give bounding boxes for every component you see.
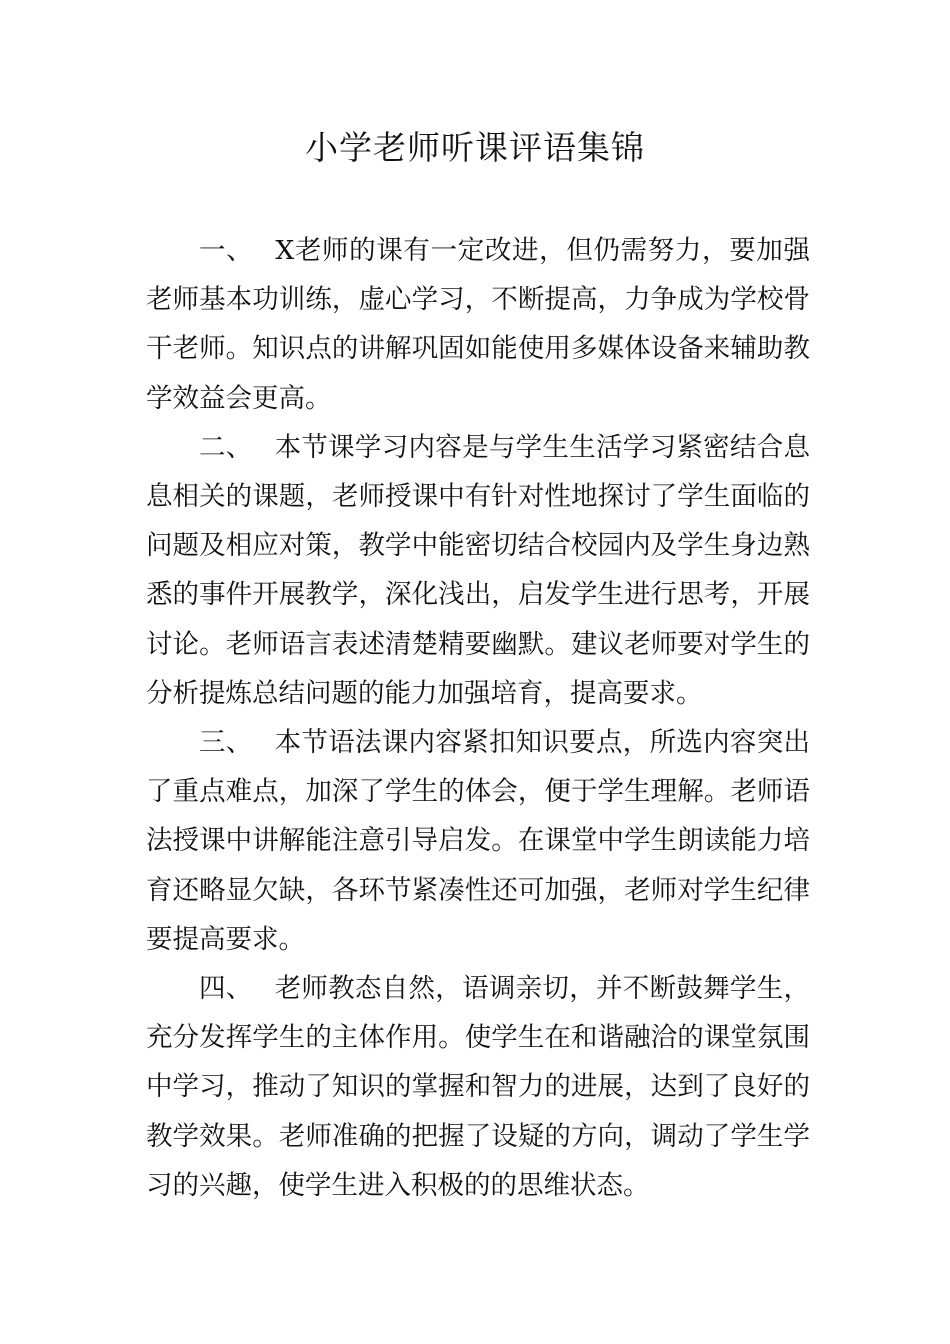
paragraph-number: 二、 (199, 431, 253, 463)
paragraph-number: 四、 (199, 973, 253, 1005)
paragraph-3 (146, 718, 810, 964)
paragraph-text: 老师教态自然，语调亲切，并不断鼓舞学生，充分发挥学生的主体作用。使学生在和谐融洽的课堂氛围中学习，推动了知识的掌握和智力的进展，达到了良好的教学效果。老师准确的把握了设疑的方向，调动了学生学习的兴趣，使学生进入积极的的思维状态。 (146, 973, 811, 1201)
paragraph-text: X老师的课有一定改进，但仍需努力，要加强老师基本功训练，虚心学习，不断提高，力争成为学校骨干老师。知识点的讲解巩固如能使用多媒体设备来辅助教学效益会更高。 (146, 235, 811, 414)
paragraph-text: 本节课学习内容是与学生生活学习紧密结合息息相关的课题，老师授课中有针对性地探讨了学生面临的问题及相应对策，教学中能密切结合校园内及学生身边熟悉的事件开展教学，深化浅出，启发学生进行思考，开展讨论。老师语言表述清楚精要幽默。建议老师要对学生的分析提炼总结问题的能力加强培育，提高要求。 (146, 431, 811, 709)
paragraph-number: 三、 (199, 727, 253, 759)
document-title: 小学老师听课评语集锦 (305, 128, 645, 167)
paragraph-2 (146, 423, 810, 718)
paragraph-1 (146, 226, 810, 423)
paragraph-number: 一、 (199, 235, 254, 266)
paragraph-text: 本节语法课内容紧扣知识要点，所选内容突出了重点难点，加深了学生的体会，便于学生理解。老师语法授课中讲解能注意引导启发。在课堂中学生朗读能力培育还略显欠缺，各环节紧凑性还可加强，老师对学生纪律要提高要求。 (146, 727, 811, 955)
document-body (146, 226, 810, 1210)
paragraph-4 (146, 964, 810, 1210)
